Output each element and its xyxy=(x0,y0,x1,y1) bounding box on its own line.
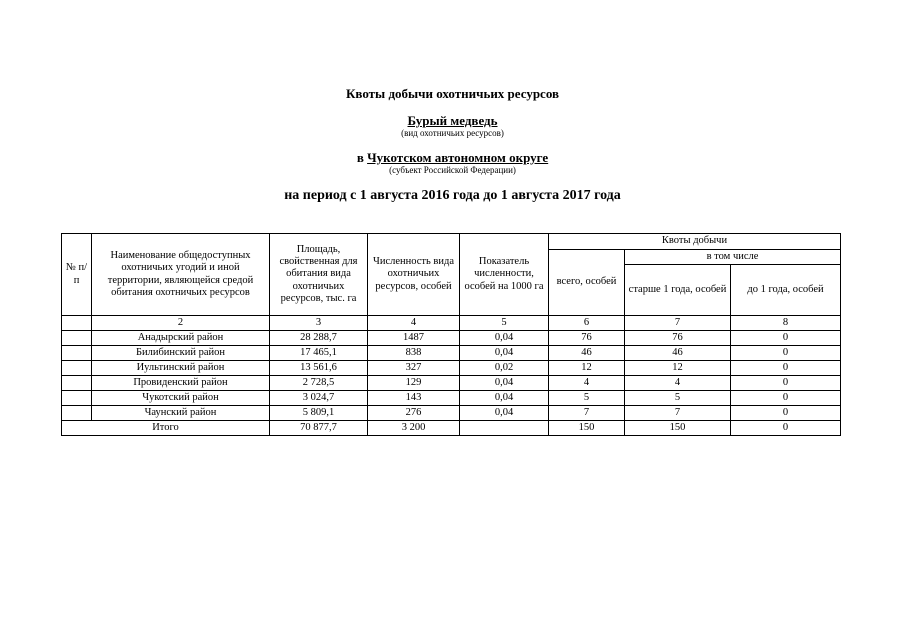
cell-population: 129 xyxy=(368,376,460,391)
cell-area: 3 024,7 xyxy=(270,391,368,406)
cell-population: 143 xyxy=(368,391,460,406)
cell-older: 46 xyxy=(625,346,731,361)
cell-name: Иультинский район xyxy=(92,361,270,376)
cell-younger: 0 xyxy=(731,346,841,361)
col-number: 5 xyxy=(460,316,549,331)
cell-total: 7 xyxy=(549,406,625,421)
total-population: 3 200 xyxy=(368,421,460,436)
cell-name: Чаунский район xyxy=(92,406,270,421)
cell-density: 0,04 xyxy=(460,376,549,391)
species-caption: (вид охотничьих ресурсов) xyxy=(401,128,504,138)
cell-num xyxy=(62,406,92,421)
cell-density: 0,04 xyxy=(460,391,549,406)
col-number: 2 xyxy=(92,316,270,331)
col-number: 7 xyxy=(625,316,731,331)
header-area: Площадь, свойственная для обитания вида охотничьих ресурсов, тыс. га xyxy=(270,234,368,316)
cell-older: 4 xyxy=(625,376,731,391)
quota-table xyxy=(61,233,841,436)
cell-area: 13 561,6 xyxy=(270,361,368,376)
table-row xyxy=(62,391,841,406)
cell-density: 0,04 xyxy=(460,331,549,346)
cell-population: 276 xyxy=(368,406,460,421)
table-row xyxy=(62,361,841,376)
cell-area: 17 465,1 xyxy=(270,346,368,361)
cell-name: Чукотский район xyxy=(92,391,270,406)
cell-older: 5 xyxy=(625,391,731,406)
total-density xyxy=(460,421,549,436)
total-older: 150 xyxy=(625,421,731,436)
total-area: 70 877,7 xyxy=(270,421,368,436)
header-total: всего, особей xyxy=(549,250,625,316)
cell-num xyxy=(62,391,92,406)
total-total: 150 xyxy=(549,421,625,436)
col-number-empty xyxy=(62,316,92,331)
table-row xyxy=(62,346,841,361)
column-numbers-row xyxy=(62,316,841,331)
region-line xyxy=(0,150,905,166)
cell-name: Провиденский район xyxy=(92,376,270,391)
cell-younger: 0 xyxy=(731,391,841,406)
cell-area: 2 728,5 xyxy=(270,376,368,391)
cell-num xyxy=(62,361,92,376)
header-num: № п/п xyxy=(62,234,92,316)
region-prefix: в xyxy=(356,150,368,165)
cell-population: 327 xyxy=(368,361,460,376)
cell-area: 28 288,7 xyxy=(270,331,368,346)
period-line: на период с 1 августа 2016 года до 1 августа 2017 года xyxy=(284,188,621,203)
cell-total: 76 xyxy=(549,331,625,346)
cell-num xyxy=(62,376,92,391)
cell-total: 5 xyxy=(549,391,625,406)
cell-name: Билибинский район xyxy=(92,346,270,361)
table-row xyxy=(62,331,841,346)
header-younger: до 1 года, особей xyxy=(731,265,841,316)
table-row xyxy=(62,376,841,391)
cell-total: 4 xyxy=(549,376,625,391)
cell-younger: 0 xyxy=(731,331,841,346)
doc-title: Квоты добычи охотничьих ресурсов xyxy=(345,86,560,101)
cell-density: 0,04 xyxy=(460,346,549,361)
cell-num xyxy=(62,346,92,361)
col-number: 4 xyxy=(368,316,460,331)
header-population: Численность вида охотничьих ресурсов, особей xyxy=(368,234,460,316)
cell-older: 76 xyxy=(625,331,731,346)
cell-name: Анадырский район xyxy=(92,331,270,346)
species-name: Бурый медведь xyxy=(407,113,498,128)
header-quotas: Квоты добычи xyxy=(549,234,841,250)
region-caption: (субъект Российской Федерации) xyxy=(389,165,516,175)
total-row xyxy=(62,421,841,436)
col-number: 8 xyxy=(731,316,841,331)
cell-area: 5 809,1 xyxy=(270,406,368,421)
header-older: старше 1 года, особей xyxy=(625,265,731,316)
cell-total: 12 xyxy=(549,361,625,376)
header-density: Показатель численности, особей на 1000 га xyxy=(460,234,549,316)
cell-population: 1487 xyxy=(368,331,460,346)
cell-older: 12 xyxy=(625,361,731,376)
col-number: 3 xyxy=(270,316,368,331)
col-number: 6 xyxy=(549,316,625,331)
cell-older: 7 xyxy=(625,406,731,421)
cell-density: 0,04 xyxy=(460,406,549,421)
cell-younger: 0 xyxy=(731,361,841,376)
cell-num xyxy=(62,331,92,346)
total-label: Итого xyxy=(62,421,270,436)
region-name: Чукотском автономном округе xyxy=(367,150,549,165)
header-including: в том числе xyxy=(625,250,841,265)
cell-younger: 0 xyxy=(731,406,841,421)
cell-density: 0,02 xyxy=(460,361,549,376)
cell-younger: 0 xyxy=(731,376,841,391)
header-name: Наименование общедоступных охотничьих угодий и иной территории, являющейся средой обитания охотничьих ресурсов xyxy=(92,234,270,316)
table-row xyxy=(62,406,841,421)
cell-population: 838 xyxy=(368,346,460,361)
total-younger: 0 xyxy=(731,421,841,436)
cell-total: 46 xyxy=(549,346,625,361)
